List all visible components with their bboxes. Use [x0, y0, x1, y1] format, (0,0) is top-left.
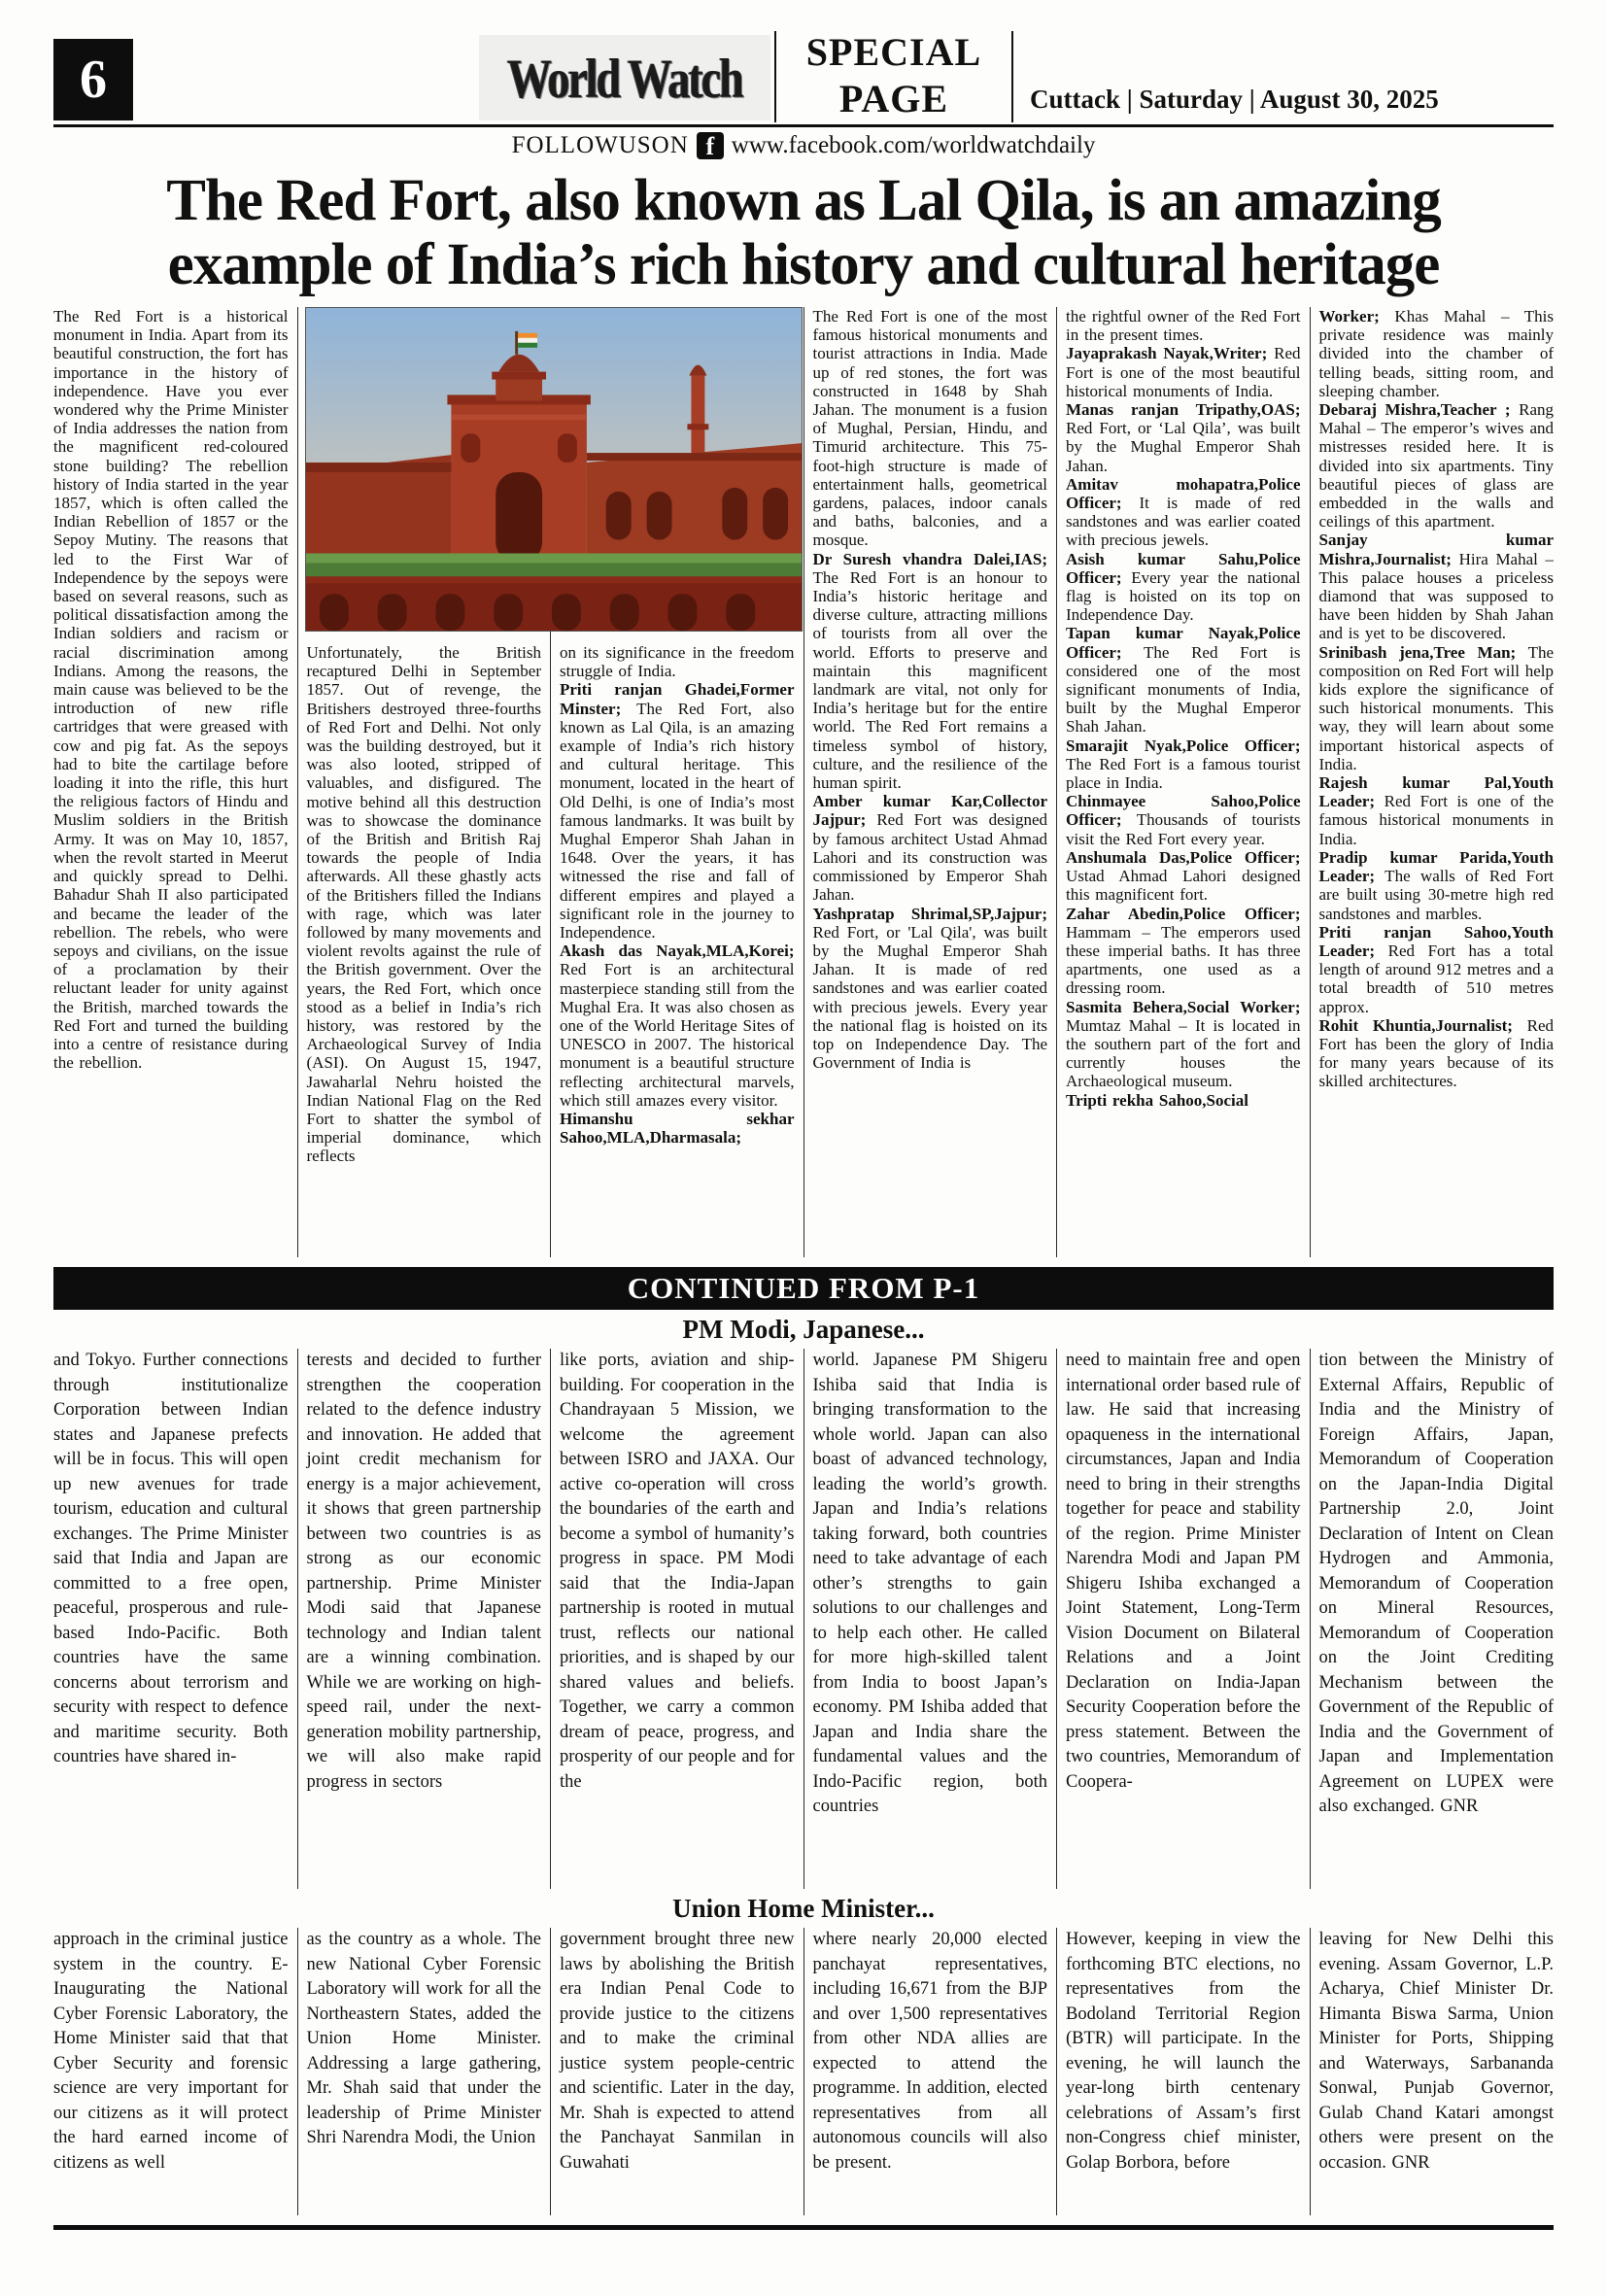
speaker-name: Priti ranjan Ghadei,Former Minster; [560, 680, 795, 718]
article-paragraph: Amber kumar Kar,Collector Jajpur; Red Fort was designed by famous architect Ustad Ahmad Lahori and its construction was commissioned by Emperor Shah Jahan. [812, 792, 1047, 905]
article-paragraph: terests and decided to further strengthen the cooperation related to the defence industry and innovation. He added that joint credit mechanism for energy is a major achievement, it shows that green partnership between two countries is as strong as our economic partnership. Prime Minister Modi said that Japanese technology and Indian talent are a winning combination. While we are working on high-speed rail, under the next-generation mobility partnership, we will also make rapid progress in sectors [306, 1351, 541, 1792]
article-paragraph: Asish kumar Sahu,Police Officer; Every year the national flag is hoisted on its top on Independence Day. [1066, 549, 1301, 625]
speaker-name: Akash das Nayak,MLA,Korei; [560, 942, 795, 961]
article-paragraph: where nearly 20,000 elected panchayat representatives, including 16,671 from the BJP and over 1,500 representatives from other NDA allies are expected to attend the programme. In addition, elected representatives from all autonomous councils will also be present. [812, 1930, 1047, 2173]
page-number: 6 [80, 50, 107, 110]
article-paragraph: Sanjay kumar Mishra,Journalist; Hira Mahal – This palace houses a priceless diamond that was supposed to have been hidden by Shah Jahan and is yet to be discovered. [1318, 531, 1554, 643]
pm-modi-columns [53, 1349, 1554, 1889]
speaker-name: Dr Suresh vhandra Dalei,IAS; [812, 549, 1047, 568]
article-paragraph: Chinmayee Sahoo,Police Officer; Thousands of tourists visit the Red Fort every year. [1066, 792, 1301, 848]
article-paragraph: approach in the criminal justice system in the country. E-Inaugurating the National Cyber Forensic Laboratory, the Home Minister said that that Cyber Security and forensic science are very important for our citizens as it will protect the hard earned income of citizens as well [53, 1930, 289, 2173]
speaker-name: Rohit Khuntia,Journalist; [1318, 1015, 1513, 1035]
red-fort-illustration [306, 308, 802, 631]
article-column [298, 1349, 552, 1889]
article-column [1057, 307, 1311, 1257]
article-paragraph: Priti ranjan Sahoo,Youth Leader; Red Fort has a total length of around 912 metres and a total breadth of 510 metres approx. [1318, 922, 1554, 1016]
dateline: Cuttack | Saturday | August 30, 2025 [1030, 85, 1439, 114]
speaker-name: Tapan kumar Nayak,Police Officer; [1066, 624, 1301, 662]
article-column [1057, 1349, 1311, 1889]
article-column [298, 1928, 552, 2215]
speaker-name: Jayaprakash Nayak,Writer; [1066, 344, 1268, 363]
article-paragraph: the rightful owner of the Red Fort in the present times. [1066, 307, 1301, 345]
speaker-name: Srinibash jena,Tree Man; [1318, 642, 1517, 662]
article-paragraph: Rajesh kumar Pal,Youth Leader; Red Fort is one of the famous historical monuments in India. [1318, 773, 1554, 848]
special-page-label [792, 29, 996, 122]
article-column [1057, 1928, 1311, 2215]
article-column [53, 1928, 298, 2215]
article-paragraph: Tapan kumar Nayak,Police Officer; The Red Fort is considered one of the most significant monuments of India, built by the Mughal Emperor Shah Jahan. [1066, 624, 1301, 737]
article-paragraph: The Red Fort is a historical monument in India. Apart from its beautiful construction, the fort has importance in the history of independence. Have you ever wondered why the Prime Minister of India addresses the nation from the magnificent red-coloured stone building? The rebellion history of India started in the year 1857, which is often called the Indian Rebellion of 1857 or the Sepoy Mutiny. The reasons that led to the First War of Independence by the sepoys were based on several reasons, such as political dissatisfaction among the Indian soldiers and racism or racial discrimination among Indians. Among the reasons, the main cause was believed to be the introduction of new rifle cartridges that were greased with cow and pig fat. As the sepoys had to bite the cartilage before loading it into the rifle, this hurt the religious factors of Hindu and Muslim soldiers in the British Army. It was on May 10, 1857, when the revolt started in Meerut and quickly spread to Delhi. Bahadur Shah II also participated and became the leader of the rebellion. The rebels, who were sepoys and civilians, on the issue of a proclamation by their reluctant leader for unity against the British, marched towards the Red Fort and turned the building into a centre of resistance during the rebellion. [53, 307, 289, 1073]
continued-from-p1-bar: CONTINUED FROM P-1 [53, 1267, 1554, 1310]
speaker-name: Asish kumar Sahu,Police Officer; [1066, 549, 1301, 587]
speaker-name: Smarajit Nyak,Police Officer; [1066, 736, 1301, 755]
article-paragraph: government brought three new laws by abolishing the British era Indian Penal Code to provide justice to the citizens and to make the criminal justice system people-centric and scientific. Later in the day, Mr. Shah is expected to attend the Panchayat Sanmilan in Guwahati [560, 1930, 795, 2173]
article-paragraph: world. Japanese PM Shigeru Ishiba said that India is bringing transformation to the whole world. Japan can also boast of advanced technology, leading the world’s growth. Japan and India’s relations taking forward, both countries need to take advantage of each other’s strengths to gain solutions to our challenges and to help each other. He called for more high-skilled talent from India to boost Japan’s economy. PM Ishiba added that Japan and India share the fundamental values and the Indo-Pacific region, both countries [812, 1351, 1047, 1816]
speaker-name: Priti ranjan Sahoo,Youth Leader; [1318, 922, 1554, 960]
article-paragraph: Worker; Khas Mahal – This private residence was mainly divided into the chamber of telling beads, sitting room, and sleeping chamber. [1318, 307, 1554, 400]
bottom-rule [53, 2225, 1554, 2230]
article-paragraph: Jayaprakash Nayak,Writer; Red Fort is one of the most beautiful historical monuments of India. [1066, 344, 1301, 400]
speaker-name: Himanshu sekhar Sahoo,MLA,Dharmasala; [560, 1110, 795, 1148]
article-paragraph: Pradip kumar Parida,Youth Leader; The walls of Red Fort are built using 30-metre high red sandstones and marbles. [1318, 847, 1554, 923]
special-line2: PAGE [838, 77, 949, 120]
article-paragraph: Rohit Khuntia,Journalist; Red Fort has been the glory of India for many years because of its skilled architectures. [1318, 1015, 1554, 1091]
article-column [53, 307, 298, 1257]
article-paragraph: The Red Fort is one of the most famous historical monuments and tourist attractions in India. Made up of red stones, the fort was constructed in 1648 by Shah Jahan. The monument is a fusion of Mughal, Persian, Hindu, and Timurid architecture. This 75-foot-high structure is made of entertainment halls, geometrical gardens, palaces, indoor canals and baths, balconies, and a mosque. [812, 307, 1047, 550]
article-paragraph: Priti ranjan Ghadei,Former Minster; The Red Fort, also known as Lal Qila, is an amazing example of India’s rich history and cultural heritage. This monument, located in the heart of Old Delhi, is one of India’s most famous landmarks. It was built by Mughal Emperor Shah Jahan in 1648. Over the years, it has witnessed the rise and fall of different empires and played a significant role in the journey to Independence. [560, 680, 795, 942]
article-paragraph: Yashpratap Shrimal,SP,Jajpur; Red Fort, or 'Lal Qila', was built by the Mughal Emperor Shah Jahan. It is made of red sandstones and was earlier coated with precious jewels. Every year the national flag is hoisted on its top on Independence Day. The Government of India is [812, 904, 1047, 1073]
page-number-box [53, 39, 133, 120]
article-column [53, 1349, 298, 1889]
header-divider-2 [1011, 31, 1013, 122]
red-fort-article [53, 307, 1554, 1257]
article-paragraph: Srinibash jena,Tree Man; The composition on Red Fort will help kids explore the significance of such historical monuments. This way, they will learn about some important historical aspects of India. [1318, 642, 1554, 773]
article-paragraph: and Tokyo. Further connections through institutionalize Corporation between Indian states and Japanese prefects will be in focus. This will open up new avenues for trade tourism, education and cultural exchanges. The Prime Minister said that India and Japan are committed to a free open, peaceful, prosperous and rule-based Indo-Pacific. Both countries have the same concerns about terrorism and security with respect to defence and maritime security. Both countries have shared in- [53, 1351, 289, 1766]
article-paragraph: need to maintain free and open international order based rule of law. He said that increasing opaqueness in the international circumstances, Japan and India need to bring in their strengths together for peace and stability of the region. Prime Minister Narendra Modi and Japan PM Shigeru Ishiba exchanged a Joint Statement, Long-Term Vision Document on Bilateral Relations and a Joint Declaration on India-Japan Security Cooperation before the press statement. Between the two countries, Memorandum of Coopera- [1066, 1351, 1301, 1792]
lead-headline [53, 169, 1554, 297]
speaker-name: Tripti rekha Sahoo,Social [1066, 1090, 1248, 1110]
article-paragraph: Zahar Abedin,Police Officer; Hammam – The emperors used these imperial baths. It has three apartments, one used as a dressing room. [1066, 904, 1301, 998]
speaker-name: Yashpratap Shrimal,SP,Jajpur; [812, 904, 1047, 923]
article-column [804, 307, 1058, 1257]
headline-line2: example of India’s rich history and cultural heritage [167, 232, 1440, 297]
speaker-name: Amber kumar Kar,Collector Jajpur; [812, 792, 1047, 830]
speaker-name: Rajesh kumar Pal,Youth Leader; [1318, 773, 1554, 811]
facebook-url[interactable]: www.facebook.com/worldwatchdaily [731, 132, 1096, 158]
speaker-name: Worker; [1318, 307, 1380, 326]
speaker-name: Anshumala Das,Police Officer; [1066, 847, 1301, 867]
logo-box [479, 35, 770, 120]
article-column [1311, 1349, 1555, 1889]
article-paragraph: Akash das Nayak,MLA,Korei; Red Fort is an architectural masterpiece standing still from the Mughal Era. It was also chosen as one of the World Heritage Sites of UNESCO in 2007. The historical monument is a beautiful structure reflecting architectural marvels, which still amazes every visitor. [560, 942, 795, 1110]
newspaper-logo: World Watch [507, 47, 742, 109]
article-column [1311, 307, 1555, 1257]
article-paragraph: Debaraj Mishra,Teacher ; Rang Mahal – The emperor’s wives and mistresses resided here. It is divided into six apartments. Tiny beautiful pieces of glass are embedded in the walls and ceilings of this apartment. [1318, 400, 1554, 531]
article-column [551, 1349, 804, 1889]
pm-modi-heading: PM Modi, Japanese... [682, 1315, 925, 1344]
article-paragraph: like ports, aviation and ship-building. For cooperation in the Chandrayaan 5 Mission, we welcome the agreement between ISRO and JAXA. Our active co-operation will cross the boundaries of the earth and become a symbol of humanity’s progress in space. PM Modi said that the India-Japan partnership is rooted in mutual trust, reflects our national priorities, and is shaped by our shared values and beliefs. Together, we carry a common dream of peace, progress, and prosperity of our people and for the [560, 1351, 795, 1792]
article-paragraph: leaving for New Delhi this evening. Assam Governor, L.P. Acharya, Chief Minister Dr. Himanta Biswa Sarma, Union Minister for Ports, Shipping and Waterways, Sarbananda Sonwal, Punjab Governor, Gulab Chand Katari amongst others were present on the occasion. GNR [1318, 1930, 1554, 2173]
article-paragraph: Smarajit Nyak,Police Officer; The Red Fort is a famous tourist place in India. [1066, 736, 1301, 793]
article-column [804, 1928, 1058, 2215]
headline-line1: The Red Fort, also known as Lal Qila, is an amazing [166, 168, 1441, 233]
follow-line [53, 127, 1554, 163]
article-paragraph: Dr Suresh vhandra Dalei,IAS; The Red Fort is an honour to India’s historic heritage and diverse culture, attracting millions of tourists from all over the world. Efforts to preserve and maintain this magnificent landmark are vital, not only for India’s heritage but for the entire world. The Red Fort remains a timeless symbol of history, culture, and the resilience of the human spirit. [812, 549, 1047, 793]
union-home-minister-columns [53, 1928, 1554, 2215]
speaker-name: Debaraj Mishra,Teacher ; [1318, 400, 1511, 420]
article-column [804, 1349, 1058, 1889]
facebook-icon[interactable]: f [697, 132, 724, 159]
speaker-name: Pradip kumar Parida,Youth Leader; [1318, 847, 1554, 886]
article-paragraph [560, 1110, 795, 1147]
article-paragraph: tion between the Ministry of External Affairs, Republic of India and the Ministry of Foreign Affairs, Japan, Memorandum of Cooperation on the Japan-India Digital Partnership 2.0, Joint Declaration of Intent on Clean Hydrogen and Ammonia, Memorandum of Cooperation on Mineral Resources, Memorandum of Cooperation on the Joint Crediting Mechanism between the Government of the Republic of India and the Government of Japan and Implementation Agreement on LUPEX were also exchanged. GNR [1318, 1351, 1554, 1816]
masthead [53, 25, 1554, 122]
special-line1: SPECIAL [805, 30, 982, 74]
lead-columns [53, 307, 1554, 1257]
speaker-name: Amitav mohapatra,Police Officer; [1066, 474, 1301, 513]
article-paragraph: as the country as a whole. The new National Cyber Forensic Laboratory will work for all the Northeastern States, added the Union Home Minister. Addressing a large gathering, Mr. Shah said that under the leadership of Prime Minister Shri Narendra Modi, the Union [306, 1930, 541, 2147]
article-paragraph: Unfortunately, the British recaptured Delhi in September 1857. Out of revenge, the Britishers destroyed three-fourths of Red Fort and Delhi. Not only was the building destroyed, but it was also looted, stripped of valuables, and disfigured. The motive behind all this destruction was to showcase the dominance of the British and British Raj towards the people of India afterwards. All these ghastly acts of the Britishers filled the Indians with rage, which was later followed by many movements and violent revolts against the rule of the British government. Over the years, the Red Fort, which once stood as a belief in India’s rich history, was restored by the Archaeological Survey of India (ASI). On August 15, 1947, Jawaharlal Nehru hoisted the Indian National Flag on the Red Fort to shatter the symbol of imperial dominance, which reflects [306, 643, 541, 1166]
red-fort-photo [305, 307, 803, 632]
article-paragraph: Manas ranjan Tripathy,OAS; Red Fort, or ‘Lal Qila’, was built by the Mughal Emperor Shah Jahan. [1066, 400, 1301, 475]
article-paragraph: on its significance in the freedom struggle of India. [560, 643, 795, 681]
article-paragraph [1066, 1091, 1301, 1110]
article-paragraph: Anshumala Das,Police Officer; Ustad Ahmad Lahori designed this magnificent fort. [1066, 847, 1301, 905]
speaker-name: Sanjay kumar Mishra,Journalist; [1318, 531, 1554, 568]
union-home-minister-heading: Union Home Minister... [672, 1894, 935, 1923]
follow-us-label: FOLLOWUSON [511, 132, 689, 158]
article-paragraph: Amitav mohapatra,Police Officer; It is made of red sandstones and was earlier coated with precious jewels. [1066, 474, 1301, 550]
speaker-name: Chinmayee Sahoo,Police Officer; [1066, 792, 1301, 830]
article-paragraph: However, keeping in view the forthcoming BTC elections, no representatives from the Bodoland Territorial Region (BTR) will participate. In the evening, he will launch the year-long birth centenary celebrations of Assam’s first non-Congress chief minister, Golap Borbora, before [1066, 1930, 1301, 2173]
article-column [551, 1928, 804, 2215]
article-column [1311, 1928, 1555, 2215]
header-divider [774, 31, 776, 122]
speaker-name: Zahar Abedin,Police Officer; [1066, 904, 1301, 923]
speaker-name: Sasmita Behera,Social Worker; [1066, 997, 1301, 1016]
speaker-name: Manas ranjan Tripathy,OAS; [1066, 400, 1301, 420]
article-paragraph: Sasmita Behera,Social Worker; Mumtaz Mahal – It is located in the southern part of the fort and currently houses the Archaeological museum. [1066, 997, 1301, 1091]
